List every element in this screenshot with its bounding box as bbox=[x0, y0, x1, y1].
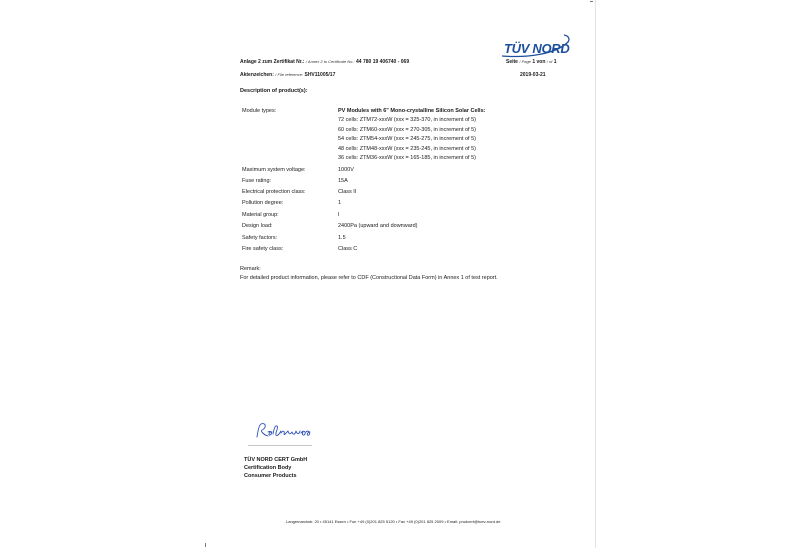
document-date: 2019-03-21 bbox=[520, 72, 546, 78]
spec-value: 15A bbox=[338, 178, 348, 184]
spec-value: 1.5 bbox=[338, 235, 346, 241]
scan-speck bbox=[205, 543, 206, 547]
module-type-line: 48 cells: ZTM48-xxxW (xxx = 235-245, in increment of 5) bbox=[338, 146, 477, 152]
spec-label: Fuse rating: bbox=[242, 178, 272, 184]
section-title: Description of product(s): bbox=[240, 88, 308, 94]
issuer-division: Consumer Products bbox=[244, 473, 297, 479]
spec-label: Safety factors: bbox=[242, 235, 278, 241]
signature-line bbox=[248, 445, 312, 446]
module-types-label: Module types: bbox=[242, 108, 277, 114]
module-type-line: 60 cells: ZTM60-xxxW (xxx = 270-305, in increment of 5) bbox=[338, 127, 477, 133]
tuv-nord-logo bbox=[498, 34, 574, 58]
spec-value: 1 bbox=[338, 200, 342, 206]
scan-edge-line bbox=[595, 0, 596, 548]
file-reference: SHV11005/17 bbox=[304, 72, 336, 78]
spec-label: Material group: bbox=[242, 212, 279, 218]
remark-label: Remark: bbox=[240, 266, 261, 272]
spec-label: Electrical protection class: bbox=[242, 189, 306, 195]
certificate-number: 44 780 19 406740 - 069 bbox=[356, 59, 410, 65]
annex-certificate-line bbox=[240, 59, 409, 65]
remark-text: For detailed product information, please refer to CDF (Constructional Data Form) in Annex 1 of test report. bbox=[240, 275, 498, 281]
scan-speck bbox=[590, 1, 593, 2]
module-type-line: 72 cells: ZTM72-xxxW (xxx = 325-370, in increment of 5) bbox=[338, 117, 477, 123]
module-type-line: 36 cells: ZTM36-xxxW (xxx = 165-185, in increment of 5) bbox=[338, 155, 477, 161]
spec-value: Class C bbox=[338, 246, 358, 252]
issuer-body: Certification Body bbox=[244, 465, 292, 471]
module-types-heading: PV Modules with 6" Mono-crystalline Silicon Solar Cells: bbox=[338, 108, 486, 114]
module-type-line: 54 cells: ZTM54-xxxW (xxx = 245-275, in increment of 5) bbox=[338, 136, 477, 142]
spec-label: Pollution degree: bbox=[242, 200, 284, 206]
annex-label-en: / Annex 2 to Certificate No.: bbox=[305, 59, 355, 64]
annex-label: Anlage 2 zum Zertifikat Nr.: bbox=[240, 59, 305, 65]
spec-label: Design load: bbox=[242, 223, 273, 229]
page-indicator: Seite / Page 1 von / of 1 bbox=[506, 59, 557, 65]
file-label: Aktenzeichen: bbox=[240, 72, 274, 78]
file-label-en: / File reference: bbox=[275, 72, 304, 77]
spec-value: 2400Pa (upward and downward) bbox=[338, 223, 418, 229]
spec-label: Maximum system voltage: bbox=[242, 167, 306, 173]
handwritten-signature bbox=[254, 420, 324, 442]
spec-value: Class II bbox=[338, 189, 357, 195]
footer-address: Langemarckstr. 20 • 45141 Essen • Fon +49 (0)201 825 5120 • Fax +49 (0)201 825 2009 • Email: prodcert@tuev-nord.de bbox=[286, 519, 501, 524]
issuer-name: TÜV NORD CERT GmbH bbox=[244, 457, 308, 463]
spec-value: I bbox=[338, 212, 340, 218]
spec-label: Fire safety class: bbox=[242, 246, 284, 252]
spec-value: 1000V bbox=[338, 167, 354, 173]
file-reference-line bbox=[240, 72, 335, 78]
logo-text: TÜV NORD bbox=[504, 41, 570, 56]
